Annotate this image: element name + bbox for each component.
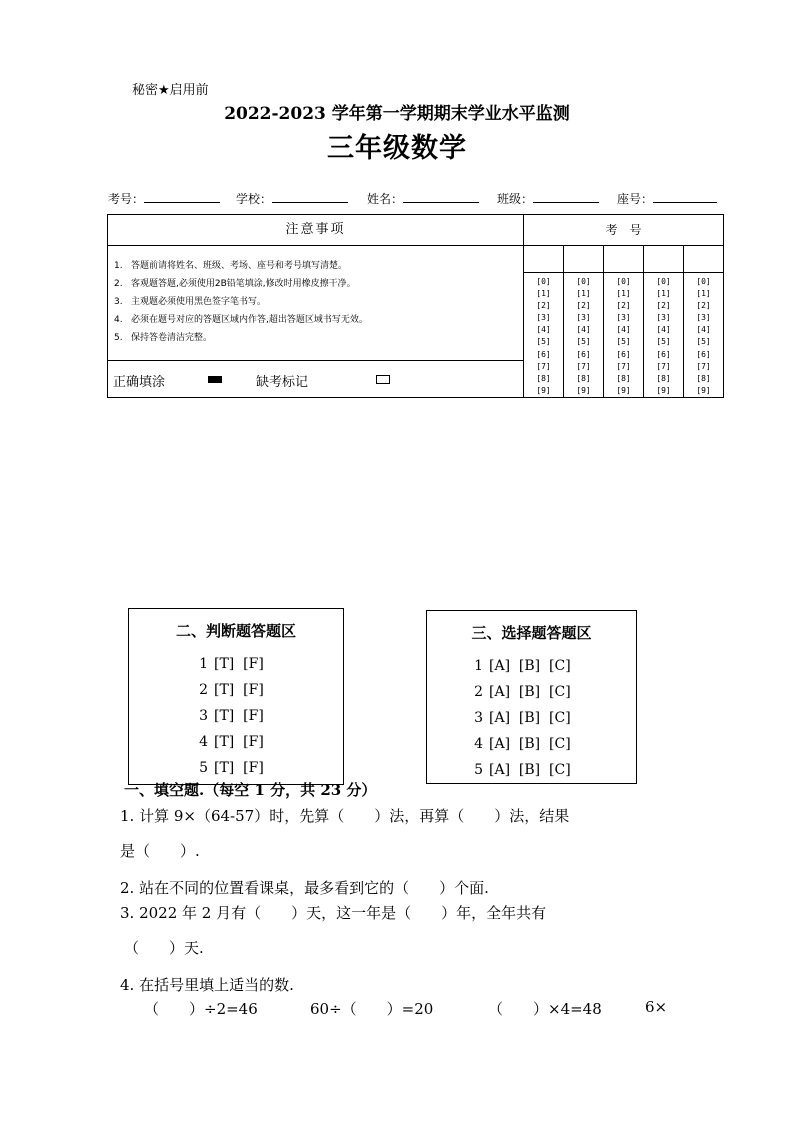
digit-bubble[interactable]: [1] [576,289,591,299]
absent-mark-box[interactable] [376,375,390,384]
question-3-line1: 3. 2022 年 2 月有（ ）天，这一年是（ ）年，全年共有 [120,904,547,922]
digit-bubble[interactable]: [3] [536,313,551,323]
digit-bubble[interactable]: [1] [536,289,551,299]
choice-answer-row [467,705,571,731]
notice-rules [114,257,368,347]
digit-bubble[interactable]: [9] [656,385,671,395]
digit-bubble[interactable]: [2] [656,301,671,311]
digit-bubble[interactable]: [4] [696,325,711,335]
choice-answer-row [467,757,571,783]
digit-bubble[interactable]: [7] [656,361,671,371]
digit-bubble[interactable]: [7] [616,361,631,371]
judge-heading: 二、判断题答题区 [175,622,296,640]
rule-item: 3. 主观题必须使用黑色签字笔书写。 [114,297,267,307]
exam-title: 2022-2023 学年第一学期期末学业水平监测 [224,104,570,124]
name-label: 姓名： [367,192,404,206]
digit-bubble[interactable]: [8] [616,373,631,383]
digit-bubble[interactable]: [2] [696,301,711,311]
digit-bubble[interactable]: [8] [656,373,671,383]
question-1-line1: 1. 计算 9×（64-57）时，先算（ ）法，再算（ ）法，结果 [120,807,570,825]
exam-number-grid [524,215,723,397]
exam-digit-column [604,245,644,397]
exam-digit-column [564,245,604,397]
judge-answer-row [192,703,264,729]
exam-digit-write-cell[interactable] [564,245,603,273]
judge-answer-row [192,729,264,755]
question-number: 3 [474,710,483,726]
question-number: 5 [199,760,208,776]
choice-rows [467,653,571,783]
digit-bubble[interactable]: [7] [576,361,591,371]
correct-fill-label: 正确填涂 [113,375,166,390]
digit-bubble[interactable]: [5] [576,337,591,347]
digit-bubble[interactable]: [8] [576,373,591,383]
judge-answer-box [128,608,344,785]
school-field[interactable] [236,190,348,207]
question-number: 1 [199,656,208,672]
question-4-item-c: （ ）×4=48 [488,1000,602,1018]
digit-bubble[interactable]: [4] [576,325,591,335]
digit-bubble[interactable]: [4] [616,325,631,335]
question-1-line2: 是（ ）. [120,842,200,860]
exam-digit-bubbles [524,276,563,397]
question-number: 2 [199,682,208,698]
digit-bubble[interactable]: [5] [696,337,711,347]
digit-bubble[interactable]: [1] [616,289,631,299]
question-number: 4 [474,736,483,752]
answer-options[interactable]: [A] [B] [C] [489,736,571,752]
answer-options[interactable]: [A] [B] [C] [489,710,571,726]
judge-rows [192,651,264,781]
digit-bubble[interactable]: [5] [656,337,671,347]
notice-heading: 注意事项 [108,215,523,246]
digit-bubble[interactable]: [5] [536,337,551,347]
digit-bubble[interactable]: [0] [536,277,551,286]
digit-bubble[interactable]: [2] [616,301,631,311]
digit-bubble[interactable]: [2] [536,301,551,311]
answer-options[interactable]: [T] [F] [214,708,264,724]
digit-bubble[interactable]: [9] [576,385,591,395]
choice-heading: 三、选择题答题区 [471,624,592,642]
exam-digit-write-cell[interactable] [644,245,683,273]
question-4-item-b: 60÷（ ）=20 [310,1000,434,1018]
digit-bubble[interactable]: [8] [536,373,551,383]
digit-bubble[interactable]: [0] [656,277,671,286]
seat-field[interactable] [617,190,717,207]
exam-digit-bubbles [604,276,643,397]
answer-options[interactable]: [A] [B] [C] [489,658,571,674]
exam-digit-write-cell[interactable] [684,245,723,273]
judge-answer-row [192,677,264,703]
digit-bubble[interactable]: [1] [696,289,711,299]
judge-answer-row [192,755,264,781]
choice-answer-row [467,653,571,679]
class-label: 班级： [497,192,534,206]
digit-bubble[interactable]: [5] [616,337,631,347]
exam-digit-write-cell[interactable] [524,245,563,273]
digit-bubble[interactable]: [2] [576,301,591,311]
exam-digit-bubbles [644,276,683,397]
notice-panel [108,215,524,397]
digit-bubble[interactable]: [0] [616,277,631,286]
exam-digit-bubbles [564,276,603,397]
digit-bubble[interactable]: [9] [616,385,631,395]
class-field[interactable] [497,190,599,207]
digit-bubble[interactable]: [8] [696,373,711,383]
digit-bubble[interactable]: [6] [696,349,711,359]
question-4-item-d: 6× [645,998,668,1016]
question-number: 2 [474,684,483,700]
choice-answer-box [426,610,637,784]
question-number: 4 [199,734,208,750]
question-4-item-a: （ ）÷2=46 [144,1000,258,1018]
answer-options[interactable]: [T] [F] [214,682,264,698]
digit-bubble[interactable]: [7] [696,361,711,371]
digit-bubble[interactable]: [4] [536,325,551,335]
question-number: 3 [199,708,208,724]
notice-table [107,214,724,398]
digit-bubble[interactable]: [9] [536,385,551,395]
digit-bubble[interactable]: [4] [656,325,671,335]
school-label: 学校： [236,192,273,206]
answer-options[interactable]: [T] [F] [214,656,264,672]
rule-item: 2. 客观题答题,必须使用2B铅笔填涂,修改时用橡皮擦干净。 [114,279,356,289]
digit-bubble[interactable]: [6] [656,349,671,359]
exam-digit-column [684,245,723,397]
digit-bubble[interactable]: [1] [656,289,671,299]
rule-item: 4. 必须在题号对应的答题区域内作答,超出答题区域书写无效。 [114,315,368,325]
name-field[interactable] [367,190,479,207]
digit-bubble[interactable]: [7] [536,361,551,371]
digit-bubble[interactable]: [3] [696,313,711,323]
digit-bubble[interactable]: [3] [656,313,671,323]
filled-mark-sample [208,376,222,383]
answer-options[interactable]: [A] [B] [C] [489,684,571,700]
digit-bubble[interactable]: [9] [696,385,711,395]
rule-item: 5. 保持答卷清洁完整。 [114,333,213,343]
answer-options[interactable]: [T] [F] [214,760,264,776]
question-2: 2. 站在不同的位置看课桌，最多看到它的（ ）个面. [120,879,489,897]
section1-heading: 一、填空题.（每空 1 分，共 23 分） [124,781,377,799]
exam-digit-bubbles [684,276,723,397]
absent-mark-label: 缺考标记 [256,375,309,390]
exam-digit-write-cell[interactable] [604,245,643,273]
digit-bubble[interactable]: [6] [576,349,591,359]
rule-item: 1. 答题前请将姓名、班级、考场、座号和考号填写清楚。 [114,261,348,271]
question-3-line2: （ ）天. [124,939,204,957]
question-4: 4. 在括号里填上适当的数. [120,976,294,994]
fill-sample-row [108,360,523,398]
digit-bubble[interactable]: [6] [616,349,631,359]
digit-bubble[interactable]: [6] [536,349,551,359]
question-number: 5 [474,762,483,778]
exam-no-label: 考号： [108,192,145,206]
digit-bubble[interactable]: [0] [696,277,711,286]
exam-number-heading: 考 号 [524,215,723,246]
answer-options[interactable]: [T] [F] [214,734,264,750]
digit-bubble[interactable]: [3] [576,313,591,323]
judge-answer-row [192,651,264,677]
digit-bubble[interactable]: [0] [576,277,591,286]
choice-answer-row [467,731,571,757]
exam-digit-column [524,245,564,397]
exam-no-field[interactable] [108,190,220,207]
seat-label: 座号： [617,192,654,206]
exam-digit-column [644,245,684,397]
subject-title: 三年级数学 [327,133,467,164]
choice-answer-row [467,679,571,705]
digit-bubble[interactable]: [3] [616,313,631,323]
question-number: 1 [474,658,483,674]
confidential-label: 秘密★启用前 [132,83,209,98]
answer-options[interactable]: [A] [B] [C] [489,762,571,778]
